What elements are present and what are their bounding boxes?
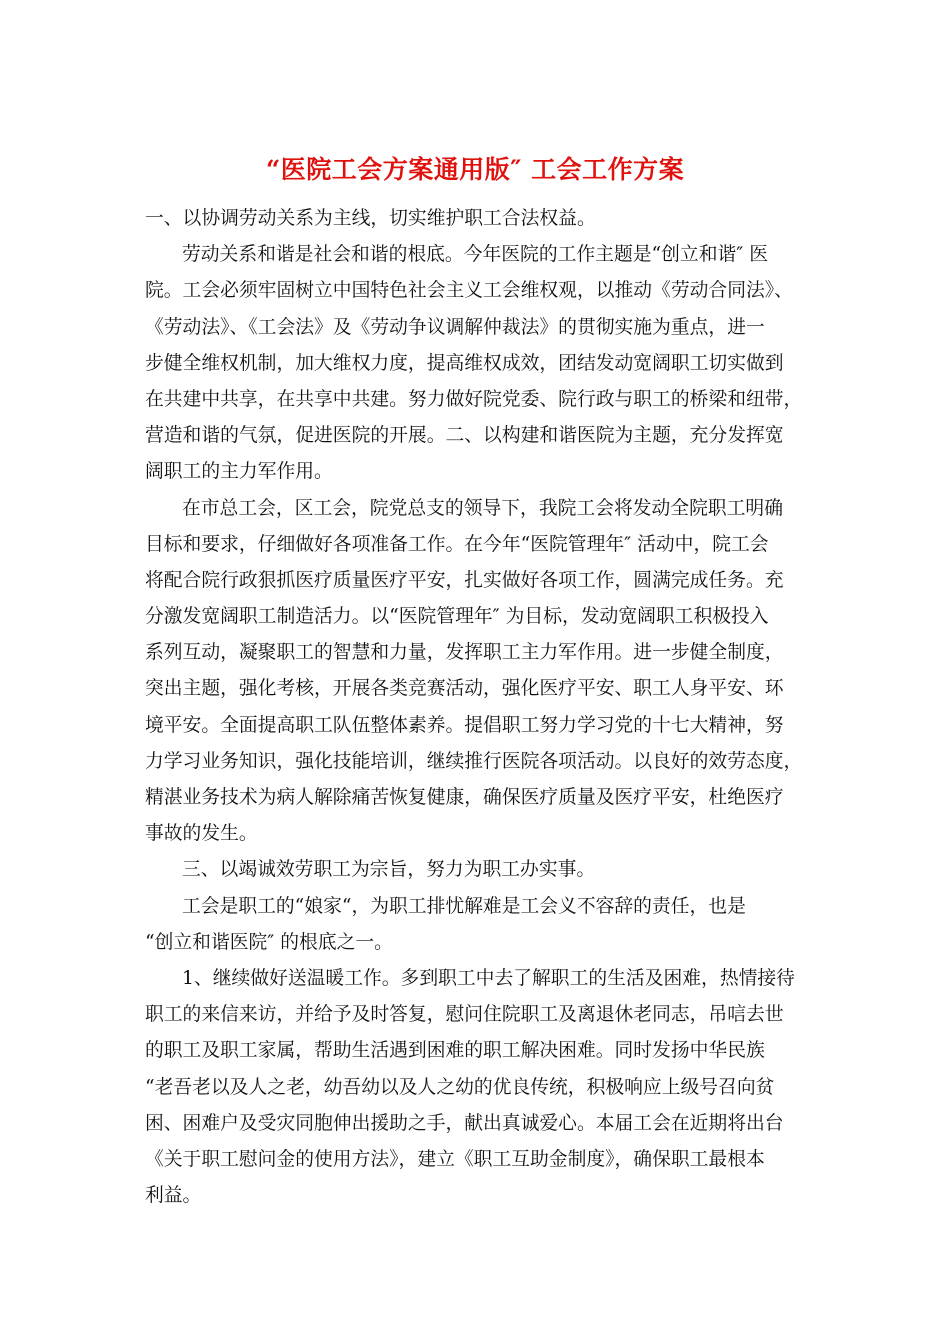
text-line: 《关于职工慰问金的使用方法》，建立《职工互助金制度》，确保职工最根本: [145, 1148, 765, 1170]
text-line: 在市总工会，区工会，院党总支的领导下，我院工会将发动全院职工明确: [182, 497, 783, 519]
text-line: 目标和要求，仔细做好各项准备工作。在今年“医院管理年″ 活动中，院工会: [145, 533, 769, 555]
text-line: 工会是职工的“娘家“，为职工排忧解难是工会义不容辞的责任，也是: [182, 895, 746, 917]
text-line: 的职工及职工家属，帮助生活遇到困难的职工解决困难。同时发扬中华民族: [145, 1040, 765, 1062]
text-line: 一、以协调劳动关系为主线，切实维护职工合法权益。: [145, 208, 596, 229]
text-line: 《劳动法》、《工会法》及《劳动争议调解仲裁法》的贯彻实施为重点，进一: [145, 316, 765, 338]
document-title: “医院工会方案通用版″ 工会工作方案: [265, 155, 685, 184]
text-line: 营造和谐的气氛，促进医院的开展。二、以构建和谐医院为主题，充分发挥宽: [145, 425, 784, 447]
text-line: 境平安。全面提高职工队伍整体素养。提倡职工努力学习党的十七大精神，努: [145, 714, 784, 736]
text-line: 步健全维权机制，加大维权力度，提高维权成效，团结发动宽阔职工切实做到: [145, 352, 784, 374]
text-line: 院。工会必须牢固树立中国特色社会主义工会维权观，以推动《劳动合同法》、: [145, 280, 793, 302]
text-line: 突出主题，强化考核，开展各类竞赛活动，强化医疗平安、职工人身平安、环: [145, 678, 784, 700]
text-line: 三、以竭诚效劳职工为宗旨，努力为职工办实事。: [182, 859, 596, 881]
text-line: 分激发宽阔职工制造活力。以“医院管理年″ 为目标，发动宽阔职工积极投入: [145, 606, 769, 628]
text-line: 系列互动，凝聚职工的智慧和力量，发挥职工主力军作用。进一步健全制度，: [145, 642, 784, 664]
document-body: [145, 201, 810, 1214]
text-line: 精湛业务技术为病人解除痛苦恢复健康，确保医疗质量及医疗平安，杜绝医疗: [145, 787, 784, 808]
text-line: 阔职工的主力军作用。: [145, 461, 333, 483]
text-line: “创立和谐医院″ 的根底之一。: [145, 931, 393, 953]
text-line: 困、困难户及受灾同胞伸出援助之手，献出真诚爱心。本届工会在近期将出台: [145, 1112, 784, 1134]
text-line: “老吾老以及人之老，幼吾幼以及人之幼的优良传统，积极响应上级号召向贫: [145, 1076, 775, 1098]
text-line: 职工的来信来访，并给予及时答复，慰问住院职工及离退休老同志，吊唁去世: [145, 1004, 784, 1026]
text-line: 力学习业务知识，强化技能培训，继续推行医院各项活动。以良好的效劳态度，: [145, 750, 803, 772]
text-line: 在共建中共享，在共享中共建。努力做好院党委、院行政与职工的桥梁和纽带，: [145, 388, 803, 410]
text-line: 将配合院行政狠抓医疗质量医疗平安，扎实做好各项工作，圆满完成任务。充: [145, 569, 784, 591]
text-line: 劳动关系和谐是社会和谐的根底。今年医院的工作主题是“创立和谐″ 医: [182, 244, 769, 266]
text-line: 1、继续做好送温暖工作。多到职工中去了解职工的生活及困难，热情接待: [182, 967, 795, 989]
text-line: 利益。: [145, 1185, 202, 1207]
text-line: 事故的发生。: [145, 823, 258, 845]
